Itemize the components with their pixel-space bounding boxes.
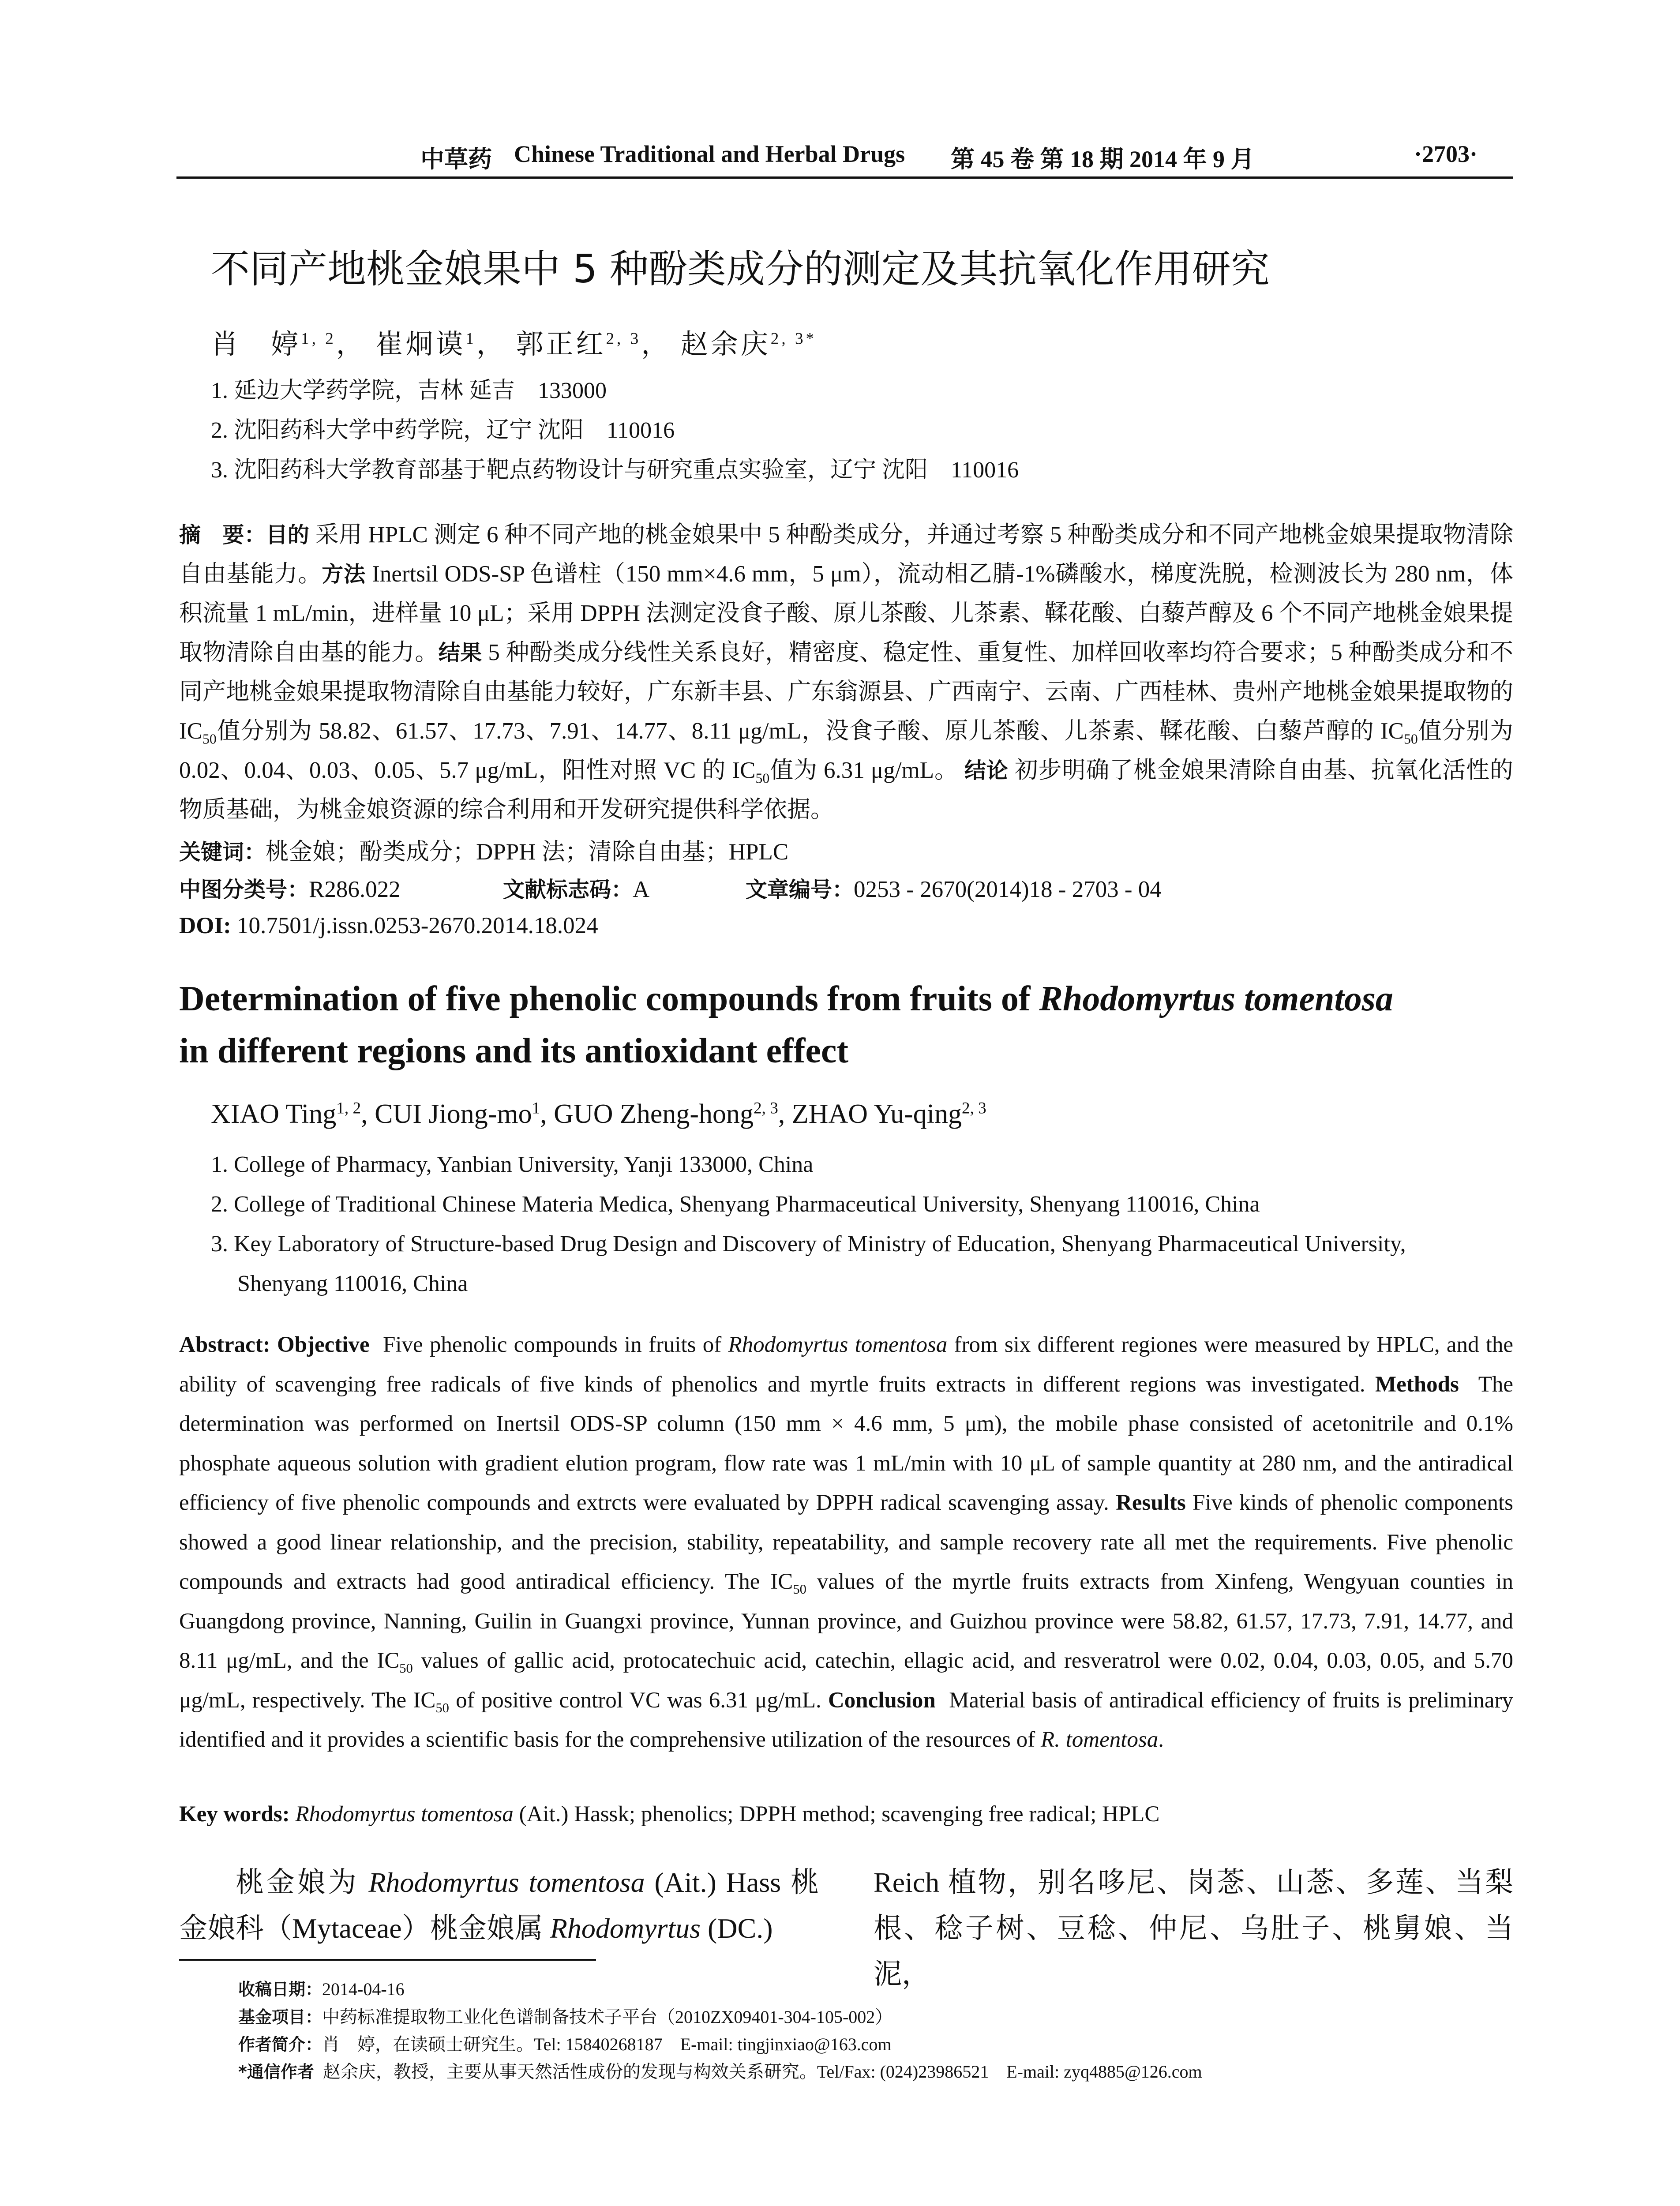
abstract-cn: [179, 515, 1513, 829]
author-en: XIAO Ting: [211, 1099, 337, 1129]
article-label: 文章编号：: [746, 877, 854, 902]
methods-en: The determination was performed on Inertsil ODS-SP column (150 mm × 4.6 mm, 5 μm), the mobile phase consisted of acetonitrile and 0.1% phosphate aqueous solution with gradient elution program, flow rate was 1 mL/min with 10 μL of sample quantity at 280 nm, and the antiradical efficiency of five phenolic compounds and extrcts were evaluated by DPPH radical scavenging assay.: [179, 1372, 1513, 1515]
objective-en: Five phenolic compounds in fruits of: [382, 1332, 728, 1357]
journal-name-cn: 中草药: [420, 146, 492, 173]
classification-line: [179, 873, 401, 904]
affiliation-en: 3. Key Laboratory of Structure-based Drug Design and Discovery of Ministry of Education, Shenyang Pharmaceutical University,: [211, 1231, 1406, 1257]
corresponding-label: *通信作者: [238, 2062, 314, 2082]
species-name: Rhodomyrtus tomentosa: [295, 1802, 514, 1827]
results-en: values of the myrtle fruits extracts from Xinfeng, Wengyuan counties in Guangdong province, Nanning, Guilin in Guangxi province, Yunnan province, and Guizhou province were 58.82, 61.57, 17.73, 7.91, 14.77, and 8.11 μg/mL, and the IC: [179, 1569, 1513, 1673]
author-bio: 肖 婷，在读硕士研究生。Tel: 15840268187 E-mail: tingjinxiao@163.com: [322, 2034, 892, 2054]
keywords-cn-text: 桃金娘；酚类成分；DPPH 法；清除自由基；HPLC: [266, 839, 789, 865]
results-cn: 值分别为 0.02、0.04、0.03、0.05、5.7 μg/mL，阳性对照 VC 的 IC: [179, 718, 1513, 783]
keywords-cn: [179, 833, 788, 867]
author-affil-sup: 2, 3: [754, 1099, 778, 1118]
corresponding-info: 赵余庆，教授，主要从事天然活性成份的发现与构效关系研究。Tel/Fax: (024)23986521 E-mail: zyq4885@126.com: [322, 2062, 1202, 2082]
conclusion-en: Material basis of antiradical efficiency of fruits is preliminary identified and it provides a scientific basis for the comprehensive utilization of the resources of: [179, 1688, 1514, 1752]
clc-label: 中图分类号：: [179, 877, 309, 902]
footnote-author: [238, 2030, 892, 2056]
keywords-en-label: Key words:: [179, 1802, 290, 1827]
body-text: (DC.): [701, 1913, 773, 1944]
abstract-en-label: Abstract:: [179, 1332, 270, 1357]
results-cn: 值为 6.31 μg/mL。: [769, 758, 958, 783]
methods-cn-label: 方法: [322, 562, 366, 587]
author-cn: 崔炯谟: [375, 330, 466, 360]
doi-line: [179, 912, 598, 939]
doi-label: DOI:: [179, 913, 231, 938]
footnote-rule: [179, 1959, 596, 1961]
results-en: values of gallic acid, protocatechuic acid, catechin, ellagic acid, and resveratrol were 0.02, 0.04, 0.03, 0.05, and 5.70 μg/mL, respectively. The IC: [179, 1648, 1513, 1713]
title-cn: 不同产地桃金娘果中 5 种酚类成分的测定及其抗氧化作用研究: [211, 246, 1270, 292]
clc-value: R286.022: [309, 877, 401, 902]
footnote-received: [238, 1976, 405, 2000]
body-text: 桃金娘为: [236, 1867, 369, 1898]
results-en-label: Results: [1116, 1490, 1186, 1515]
objective-cn: 采用 HPLC 测定 6 种不同产地的桃金娘果中 5 种酚类成分，并通过考察 5 种酚类成分和不同产地桃金娘果提取物清除自由基能力。: [179, 522, 1513, 587]
author-en: ZHAO Yu-qing: [791, 1099, 962, 1129]
title-en-part: Determination of five phenolic compounds from fruits of: [179, 979, 1039, 1018]
footnote-fund: [238, 2003, 892, 2028]
received-value: 2014-04-16: [322, 1979, 405, 1999]
author-cn: 郭正红: [516, 330, 606, 360]
species-name: Rhodomyrtus tomentosa: [368, 1867, 645, 1898]
affiliation-en: 2. College of Traditional Chinese Materia Medica, Shenyang Pharmaceutical University, Shenyang 110016, China: [211, 1192, 1260, 1217]
author-affil-sup: 2, 3: [961, 1099, 986, 1118]
methods-en-label: Methods: [1375, 1372, 1459, 1397]
author-cn: 赵余庆: [680, 330, 771, 360]
author-affil-sup: 1: [532, 1099, 540, 1118]
journal-name-en: Chinese Traditional and Herbal Drugs: [514, 141, 905, 167]
ic50-sub: 50: [399, 1661, 413, 1676]
keywords-en-text: (Ait.) Hassk; phenolics; DPPH method; scavenging free radical; HPLC: [513, 1802, 1160, 1827]
ic50-sub: 50: [755, 770, 770, 786]
author-affil-sup: 1, 2: [301, 330, 336, 348]
methods-cn: Inertsil ODS-SP 色谱柱（150 mm×4.6 mm，5 μm），流动相乙腈-1%磷酸水，梯度洗脱，检测波长为 280 nm，体积流量 1 mL/min，进样量 10 μL；采用 DPPH 法测定没食子酸、原儿茶酸、儿茶素、鞣花酸、白藜芦醇及 6 个不同产地桃金娘果提取物清除自由基的能力。: [179, 561, 1513, 665]
header-rule: [176, 176, 1513, 179]
abstract-cn-label: 摘 要：: [179, 522, 266, 548]
author-affil-sup: 2, 3: [606, 330, 641, 348]
keywords-cn-label: 关键词：: [179, 840, 266, 865]
results-en: Five kinds of phenolic components showed a good linear relationship, and the precision, stability, repeatability, and sample recovery rate all met the requirements. Five phenolic compounds and extracts had good antiradical efficiency. The IC: [179, 1490, 1513, 1594]
affiliation-cn: 1. 延边大学药学院，吉林 延吉 133000: [211, 378, 607, 403]
article-number: [746, 873, 1162, 904]
journal-issue: 第 45 卷 第 18 期 2014 年 9 月: [951, 146, 1255, 173]
footnote-corresponding: [238, 2058, 1202, 2083]
results-en: of positive control VC was 6.31 μg/mL.: [449, 1688, 821, 1713]
results-cn: 值分别为 58.82、61.57、17.73、7.91、14.77、8.11 μg/mL，没食子酸、原儿茶酸、儿茶素、鞣花酸、白藜芦醇的 IC: [216, 718, 1404, 744]
doi-value[interactable]: 10.7501/j.issn.0253-2670.2014.18.024: [237, 913, 598, 938]
conclusion-cn-label: 结论: [964, 758, 1009, 783]
authors-en: XIAO Ting$^{1, 2}$, CUI Jiong-$mo^1$, GUO Zheng-hong$^{2, 3}$, ZHAO Yu-qing$^{2, 3}$: [211, 1099, 986, 1129]
ic50-sub: 50: [793, 1582, 806, 1597]
conclusion-en: .: [1158, 1727, 1164, 1752]
objective-en: from six different regiones were measured by HPLC, and the ability of scavenging free radicals of five kinds of phenolics and myrtle fruits extracts in different regions was investigated.: [179, 1332, 1513, 1397]
affiliation-en: 1. College of Pharmacy, Yanbian University, Yanji 133000, China: [211, 1152, 814, 1177]
objective-cn-label: 目的: [266, 522, 310, 548]
body-text: (Ait.) Hass 桃金娘科（Mytaceae）桃金娘属: [179, 1867, 819, 1944]
author-en: CUI Jiong-mo: [375, 1099, 532, 1129]
authors-cn: 肖 婷$^{1, 2}$， 崔炯谟$^1$， 郭正红$^{2, 3}$， 赵余庆$^{2, 3*}$: [211, 330, 817, 360]
author-affil-sup: 1, 2: [336, 1099, 361, 1118]
title-en: [179, 973, 1516, 1077]
doc-value: A: [633, 877, 650, 902]
objective-en-label: Objective: [277, 1332, 370, 1357]
ic50-sub: 50: [202, 731, 217, 747]
author-bio-label: 作者简介：: [238, 2035, 322, 2054]
fund-value: 中药标准提取物工业化色谱制备技术子平台（2010ZX09401-304-105-002）: [322, 2007, 893, 2027]
article-value: 0253 - 2670(2014)18 - 2703 - 04: [854, 877, 1162, 902]
title-en-part: in different regions and its antioxidant effect: [179, 1032, 848, 1070]
affiliation-en-cont: Shenyang 110016, China: [237, 1271, 468, 1296]
author-affil-sup: 2, 3*: [770, 330, 817, 348]
species-name: Rhodomyrtus tomentosa: [728, 1332, 948, 1357]
page-number: ·2703·: [1414, 141, 1478, 167]
genus-name: Rhodomyrtus: [550, 1913, 701, 1944]
keywords-en: [179, 1801, 1159, 1827]
author-en: GUO Zheng-hong: [554, 1099, 754, 1129]
doc-code: [503, 873, 649, 904]
results-cn: 5 种酚类成分线性关系良好，精密度、稳定性、重复性、加样回收率均符合要求；5 种酚类成分和不同产地桃金娘果提取物清除自由基能力较好，广东新丰县、广东翁源县、广西南宁、云南、广西桂林、贵州产地桃金娘果提取物的 IC: [179, 640, 1514, 744]
body-col-left: [179, 1860, 819, 1951]
abstract-en: [179, 1325, 1513, 1760]
author-cn: 肖 婷: [211, 330, 301, 360]
received-label: 收稿日期：: [238, 1980, 322, 1999]
body-col-right: [874, 1860, 1513, 1997]
affiliation-cn: 3. 沈阳药科大学教育部基于靶点药物设计与研究重点实验室，辽宁 沈阳 110016: [211, 458, 1019, 483]
body-text: Reich 植物，别名哆尼、岗菍、山菍、多莲、当梨根、稔子树、豆稔、仲尼、乌肚子、桃舅娘、当泥，: [874, 1867, 1513, 1990]
author-affil-sup: 1: [465, 330, 476, 348]
conclusion-cn: 初步明确了桃金娘果清除自由基、抗氧化活性的物质基础，为桃金娘资源的综合利用和开发研究提供科学依据。: [179, 758, 1514, 822]
fund-label: 基金项目：: [238, 2007, 322, 2027]
species-name: R. tomentosa: [1040, 1727, 1159, 1752]
ic50-sub: 50: [1403, 731, 1418, 747]
ic50-sub: 50: [435, 1700, 449, 1715]
title-en-species: Rhodomyrtus tomentosa: [1039, 979, 1393, 1018]
conclusion-en-label: Conclusion: [828, 1688, 936, 1713]
affiliation-cn: 2. 沈阳药科大学中药学院，辽宁 沈阳 110016: [211, 418, 675, 443]
doc-label: 文献标志码：: [503, 877, 633, 902]
results-cn-label: 结果: [438, 640, 482, 665]
